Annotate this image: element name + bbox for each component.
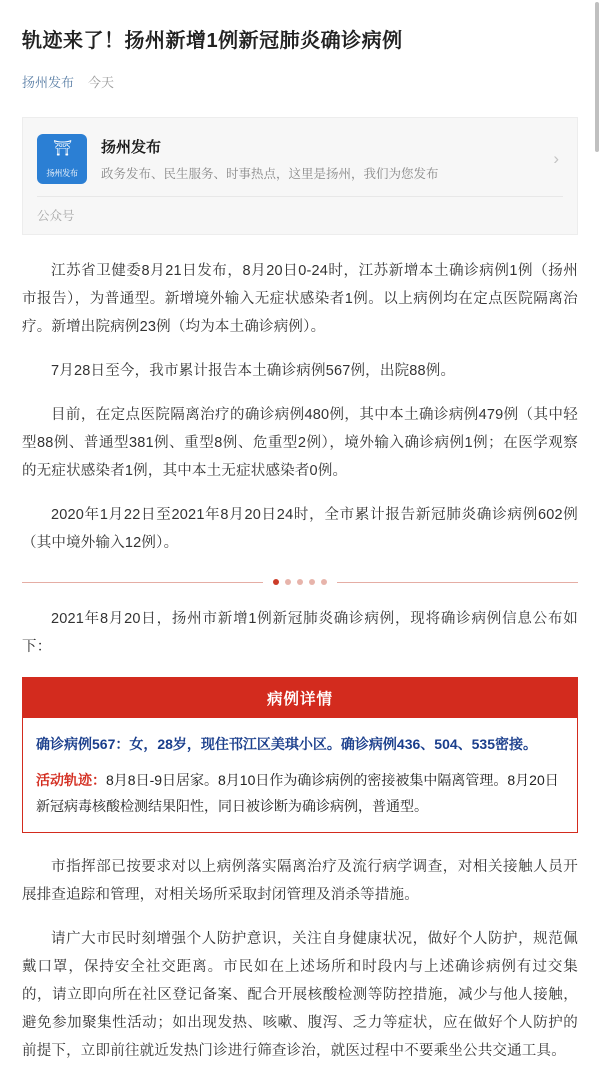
case-summary: 确诊病例567：女，28岁，现住邗江区美琪小区。确诊病例436、504、535密接。 (36, 736, 538, 752)
body-paragraph: 7月28日至今，我市累计报告本土确诊病例567例，出院88例。 (51, 363, 456, 379)
section-divider (22, 579, 578, 585)
body-paragraph: 江苏省卫健委8月21日发布，8月20日0-24时，江苏新增本土确诊病例1例（扬州市报告），为普通型。新增境外输入无症状感染者1例。以上病例均在定点医院隔离治疗。新增出院病例23例（均为本土确诊病例）。 (22, 263, 578, 335)
page-title: 轨迹来了！扬州新增1例新冠肺炎确诊病例 (22, 30, 403, 52)
temple-icon: ⛩ (52, 140, 72, 157)
case-detail-body (23, 718, 577, 832)
closing-paragraph: 请广大市民时刻增强个人防护意识，关注自身健康状况，做好个人防护，规范佩戴口罩，保持安全社交距离。市民如在上述场所和时段内与上述确诊病例有过交集的，请立即向所在社区登记备案、配合开展核酸检测等防控措施，减少与他人接触，避免参加聚集性活动；如出现发热、咳嗽、腹泻、乏力等症状，应在做好个人防护的前提下，立即前往就近发热门诊进行筛查诊治，就医过程中不要乘坐公共交通工具。 (22, 931, 578, 1059)
account-card-main (37, 134, 563, 184)
case-trajectory-text: 8月8日-9日居家。8月10日作为确诊病例的密接被集中隔离管理。8月20日新冠病毒核酸检测结果阳性，同日被诊断为确诊病例，普通型。 (36, 772, 559, 814)
article-meta (22, 72, 578, 91)
account-texts (101, 134, 539, 183)
divider-dot (297, 579, 303, 585)
divider-line-right (337, 582, 578, 583)
case-trajectory-label: 活动轨迹： (36, 772, 106, 788)
case-detail-header: 病例详情 (23, 678, 577, 718)
article-source[interactable]: 扬州发布 (22, 75, 75, 90)
divider-dot (273, 579, 279, 585)
closing-paragraph: 市指挥部已按要求对以上病例落实隔离治疗及流行病学调查，对相关接触人员开展排查追踪和管理，对相关场所采取封闭管理及消杀等措施。 (22, 859, 578, 903)
account-logo (37, 134, 87, 184)
body-paragraph: 2020年1月22日至2021年8月20日24时，全市累计报告新冠肺炎确诊病例602例（其中境外输入12例）。 (22, 507, 578, 551)
divider-dot (285, 579, 291, 585)
scrollbar[interactable] (595, 2, 599, 152)
lead-paragraph: 2021年8月20日，扬州市新增1例新冠肺炎确诊病例，现将确诊病例信息公布如下： (22, 611, 578, 655)
account-type-label: 公众号 (37, 196, 563, 224)
divider-dot (309, 579, 315, 585)
divider-dot (321, 579, 327, 585)
body-paragraph: 目前，在定点医院隔离治疗的确诊病例480例，其中本土确诊病例479例（其中轻型88例、普通型381例、重型8例、危重型2例），境外输入确诊病例1例；在医学观察的无症状感染者1例，其中本土无症状感染者0例。 (22, 407, 578, 479)
article-date: 今天 (88, 75, 115, 90)
account-name: 扬州发布 (101, 139, 162, 156)
account-card[interactable] (22, 117, 578, 235)
case-detail-box (22, 677, 578, 833)
divider-dots (263, 579, 337, 585)
chevron-right-icon[interactable]: › (553, 149, 559, 168)
case-trajectory (36, 767, 564, 819)
account-description: 政务发布、民生服务、时事热点，这里是扬州，我们为您发布 (101, 167, 439, 181)
account-logo-text: 扬州发布 (46, 168, 78, 178)
divider-line-left (22, 582, 263, 583)
